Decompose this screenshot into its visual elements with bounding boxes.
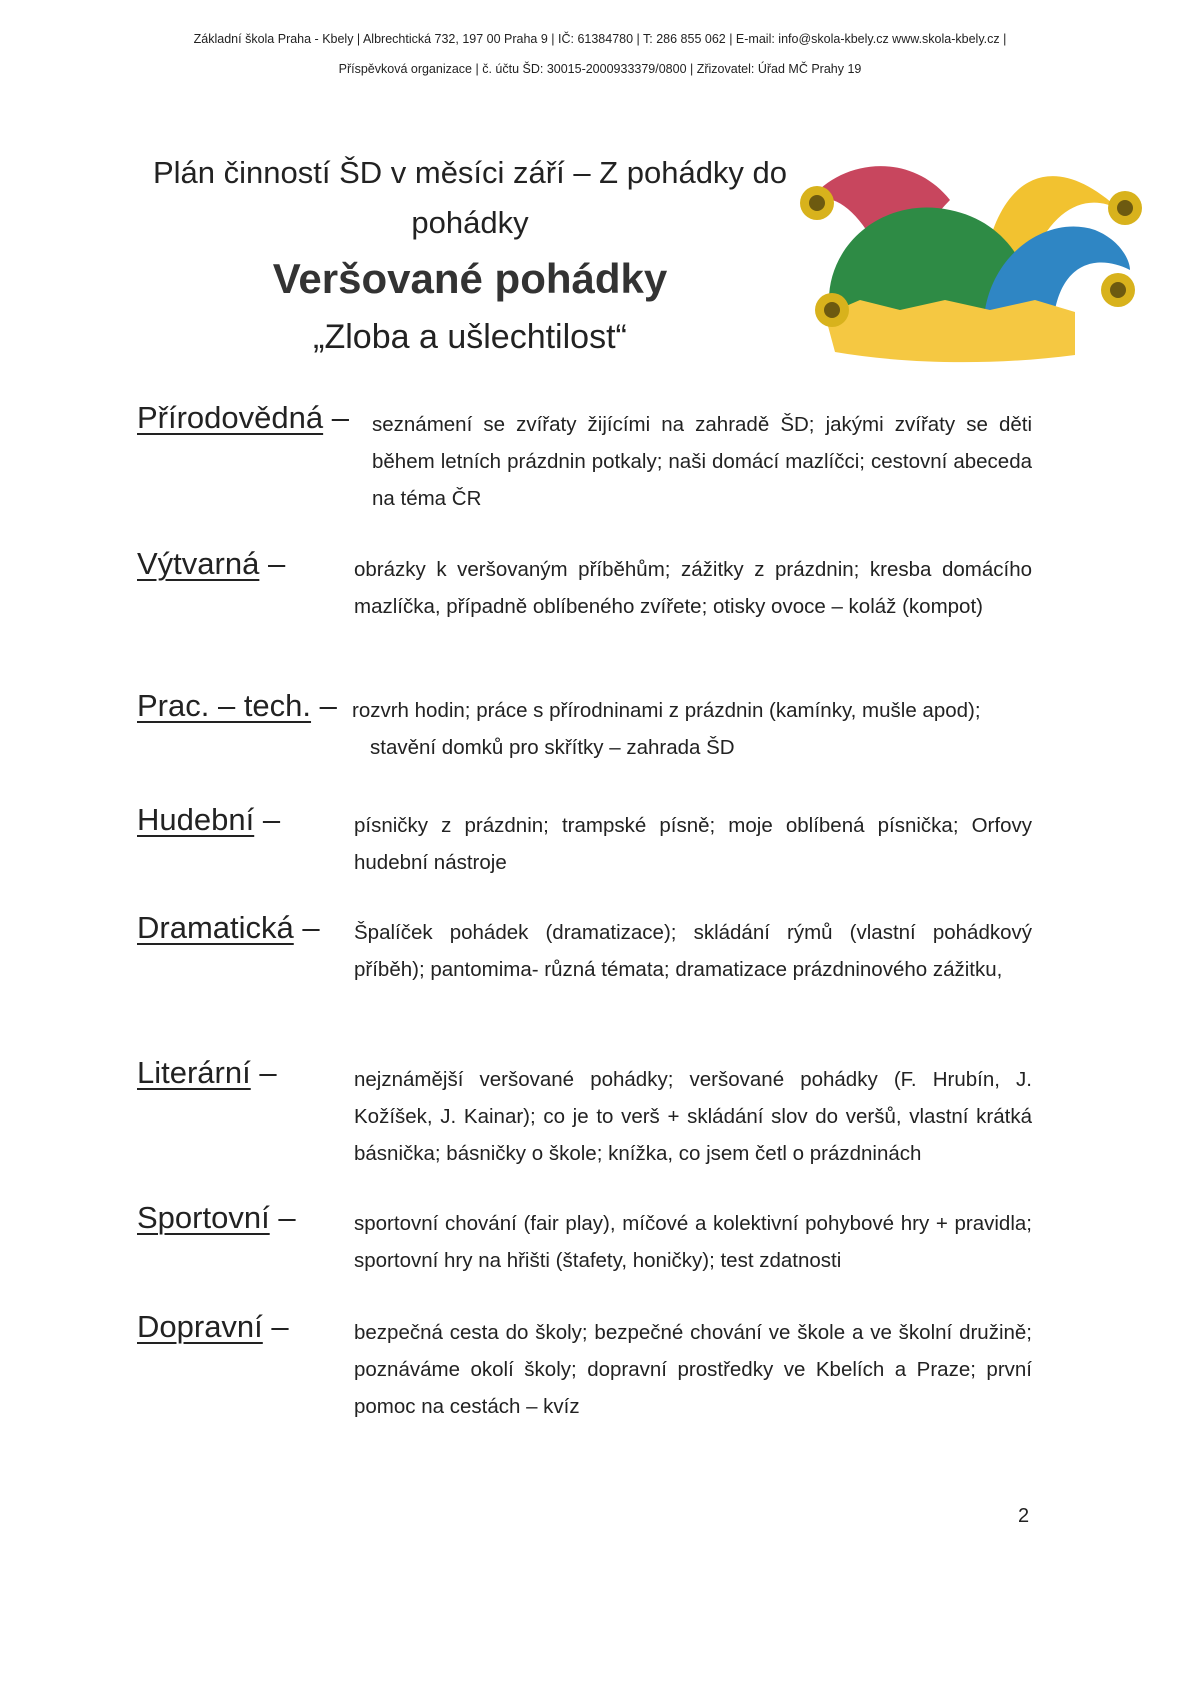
letterhead: [0, 28, 1200, 88]
category-description: obrázky k veršovaným příběhům; zážitky z prázdnin; kresba domácího mazlíčka, případně oblíbeného zvířete; otisky ovoce – koláž (kompot): [354, 558, 1032, 618]
category-heading: Hudební –: [137, 802, 281, 837]
category-description: bezpečná cesta do školy; bezpečné chování ve škole a ve školní družině; poznáváme okolí školy; dopravní prostředky ve Kbelích a Praze; první pomoc na cestách – kvíz: [354, 1321, 1032, 1418]
page-title-line-2: pohádky: [411, 205, 529, 240]
subtitle: Veršované pohádky: [272, 255, 668, 302]
category-heading: Dramatická –: [137, 910, 320, 945]
category-heading: Prac. – tech. –: [137, 688, 337, 723]
page-number: 2: [1018, 1505, 1030, 1527]
letterhead-line-2: Příspěvková organizace | č. účtu ŠD: 30015-2000933379/0800 | Zřizovatel: Úřad MČ Prahy 19: [338, 62, 862, 76]
category-description: nejznámější veršované pohádky; veršované pohádky (F. Hrubín, J. Kožíšek, J. Kainar); co je to verš + skládání slov do veršů, vlastní krátká básnička; básničky o škole; knížka, co jsem četl o prázdninách: [354, 1068, 1032, 1165]
category-description: sportovní chování (fair play), míčové a kolektivní pohybové hry + pravidla; sportovní hry na hřišti (štafety, honičky); test zdatnosti: [354, 1212, 1032, 1272]
category-heading: Výtvarná –: [137, 546, 286, 581]
description-line-2: stavění domků pro skřítky – zahrada ŠD: [370, 736, 735, 759]
page-title-line-1: Plán činností ŠD v měsíci září – Z pohádky do: [152, 155, 788, 190]
jester-hat-icon: [800, 140, 1145, 365]
category-heading: Sportovní –: [137, 1200, 296, 1235]
page-title: [120, 148, 820, 248]
letterhead-line-1: Základní škola Praha - Kbely | Albrechtická 732, 197 00 Praha 9 | IČ: 61384780 | T: 286 855 062 | E-mail: info@skola-kbely.cz www.skola-kbely.cz |: [193, 32, 1007, 46]
motto: „Zloba a ušlechtilost“: [313, 318, 627, 356]
category-description: Špalíček pohádek (dramatizace); skládání rýmů (vlastní pohádkový příběh); pantomima- různá témata; dramatizace prázdninového zážitku,: [354, 921, 1032, 981]
category-heading: Literární –: [137, 1055, 277, 1090]
category-description: [352, 692, 1052, 766]
description-line-1: rozvrh hodin; práce s přírodninami z prázdnin (kamínky, mušle apod);: [352, 699, 981, 722]
category-description: seznámení se zvířaty žijícími na zahradě ŠD; jakými zvířaty se děti během letních prázdnin potkaly; naši domácí mazlíčci; cestovní abeceda na téma ČR: [372, 413, 1032, 510]
category-heading: Dopravní –: [137, 1309, 289, 1344]
category-heading: Přírodovědná –: [137, 400, 349, 435]
category-description: písničky z prázdnin; trampské písně; moje oblíbená písnička; Orfovy hudební nástroje: [354, 814, 1032, 874]
